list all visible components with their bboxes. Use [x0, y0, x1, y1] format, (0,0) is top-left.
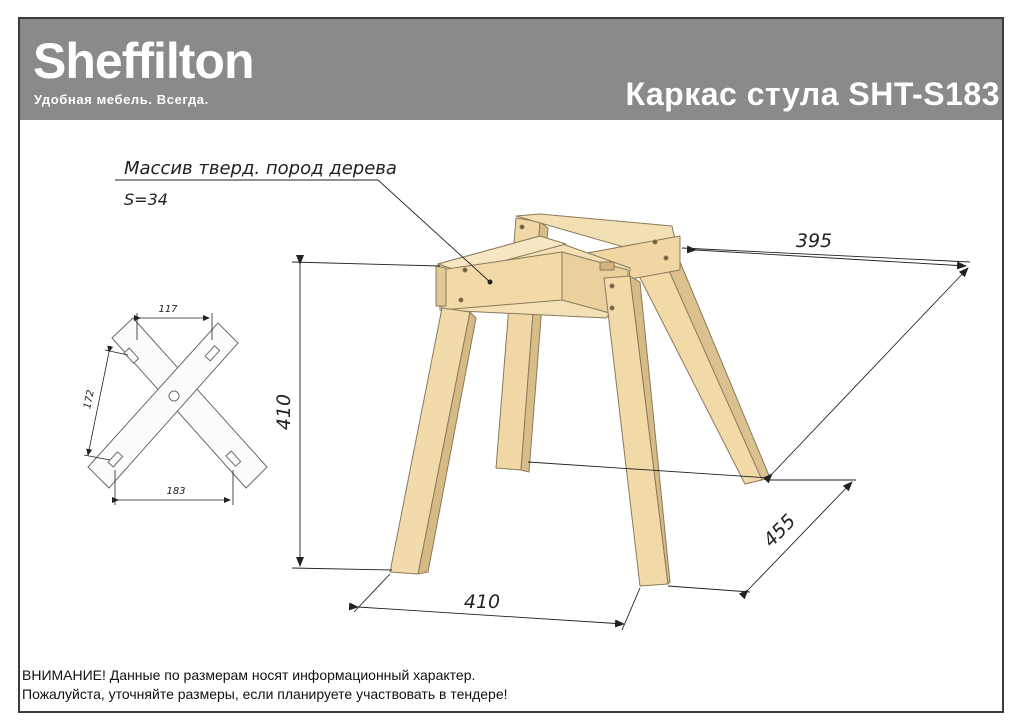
- cross-dim-side: 172: [82, 388, 97, 410]
- dim-top: 395: [795, 230, 833, 252]
- dim-depth-lines: [528, 462, 852, 590]
- cross-bar-a: [112, 318, 267, 488]
- material-label: Массив тверд. пород дерева: [124, 158, 397, 179]
- disclaimer-line-1: ВНИМАНИЕ! Данные по размерам носят информационный характер.: [22, 667, 476, 683]
- cross-dim-top: 117: [158, 304, 178, 315]
- cross-center-hole: [169, 391, 179, 401]
- brand-logo: Sheffilton: [33, 33, 254, 89]
- brand-slogan: Удобная мебель. Всегда.: [34, 92, 209, 107]
- thickness-label: S=34: [124, 190, 168, 209]
- disclaimer-note: [22, 666, 508, 704]
- dim-width: 410: [463, 591, 501, 613]
- dim-height: 410: [273, 393, 295, 431]
- dim-depth: 455: [759, 510, 801, 552]
- chair-frame: [390, 214, 770, 586]
- material-leader: [115, 180, 492, 284]
- cross-dim-bottom: 183: [166, 486, 186, 497]
- cross-plan-view: [88, 318, 267, 488]
- page-title: Каркас стула SHT-S183: [625, 76, 1000, 112]
- disclaimer-line-2: Пожалуйста, уточняйте размеры, если планируете участвовать в тендере!: [22, 686, 508, 702]
